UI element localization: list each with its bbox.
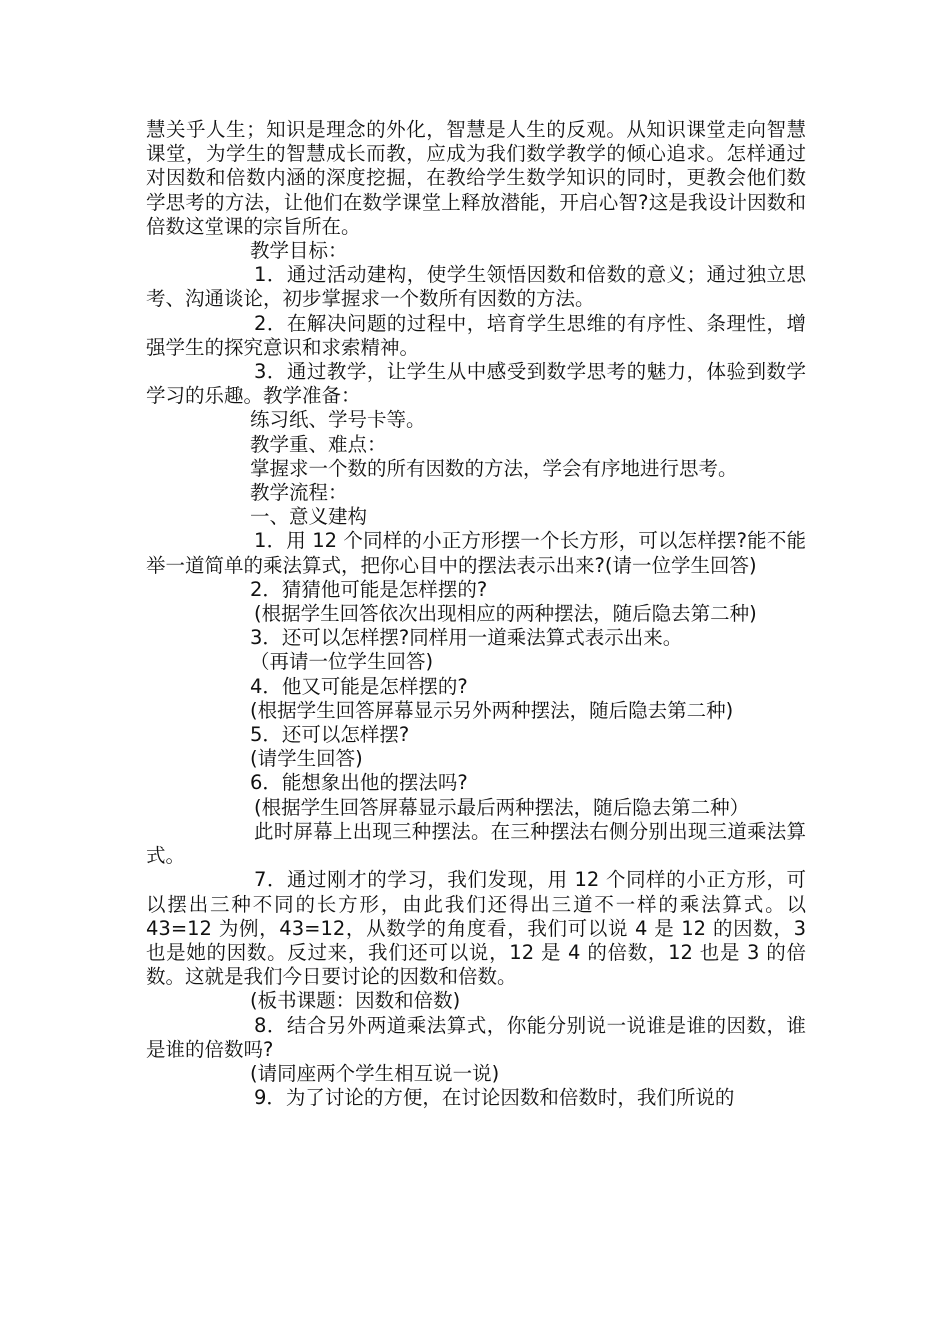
paragraph: 教学重、难点： xyxy=(250,432,387,456)
paragraph: (根据学生回答屏幕显示另外两种摆法，随后隐去第二种) xyxy=(250,698,734,722)
paragraph: (根据学生回答依次出现相应的两种摆法，随后隐去第二种) xyxy=(254,602,757,626)
paragraph: 5．还可以怎样摆? xyxy=(250,723,410,747)
paragraph: 练习纸、学号卡等。 xyxy=(250,408,426,432)
paragraph: 9．为了讨论的方便，在讨论因数和倍数时，我们所说的 xyxy=(254,1086,735,1110)
paragraph: 8．结合另外两道乘法算式，你能分别说一说谁是谁的因数，谁是谁的倍数吗? xyxy=(146,1013,806,1061)
paragraph: (请学生回答) xyxy=(250,747,363,771)
paragraph: 1．通过活动建构，使学生领悟因数和倍数的意义；通过独立思考、沟通谈论，初步掌握求一个数所有因数的方法。 xyxy=(146,263,806,311)
paragraph: 3．还可以怎样摆?同样用一道乘法算式表示出来。 xyxy=(250,626,683,650)
paragraph: (请同座两个学生相互说一说) xyxy=(250,1061,500,1085)
paragraph: (根据学生回答屏幕显示最后两种摆法，随后隐去第二种） xyxy=(254,795,750,819)
paragraph: 教学流程： xyxy=(250,481,348,505)
paragraph: 7．通过刚才的学习，我们发现，用 12 个同样的小正方形，可以摆出三种不同的长方形，由此我们还得出三道不一样的乘法算式。以 43=12 为例，43=12，从数学的角度看，我们可以说 4 是 12 的因数，3 也是她的因数。反过来，我们还可以说，12 是 4 的倍数，12 也是 3 的倍数。这就是我们今日要讨论的因数和倍数。 xyxy=(146,868,806,989)
paragraph: 慧关乎人生；知识是理念的外化，智慧是人生的反观。从知识课堂走向智慧课堂，为学生的智慧成长而教，应成为我们数学教学的倾心追求。怎样通过对因数和倍数内涵的深度挖掘，在教给学生数学知识的同时，更教会他们数学思考的方法，让他们在数学课堂上释放潜能，开启心智?这是我设计因数和倍数这堂课的宗旨所在。 xyxy=(146,118,806,238)
paragraph: 掌握求一个数的所有因数的方法，学会有序地进行思考。 xyxy=(250,456,738,480)
paragraph: 2．猜猜他可能是怎样摆的? xyxy=(250,577,488,601)
paragraph: 2．在解决问题的过程中，培育学生思维的有序性、条理性，增强学生的探究意识和求索精神。 xyxy=(146,311,806,359)
paragraph: 教学目标： xyxy=(250,239,348,263)
paragraph: 6．能想象出他的摆法吗? xyxy=(250,771,468,795)
paragraph: (板书课题：因数和倍数) xyxy=(250,989,461,1013)
paragraph: 3．通过教学，让学生从中感受到数学思考的魅力，体验到数学学习的乐趣。教学准备： xyxy=(146,360,806,408)
paragraph: 1．用 12 个同样的小正方形摆一个长方形，可以怎样摆?能不能举一道简单的乘法算式，把你心目中的摆法表示出来?(请一位学生回答) xyxy=(146,529,806,577)
paragraph: （再请一位学生回答) xyxy=(250,650,434,674)
paragraph: 此时屏幕上出现三种摆法。在三种摆法右侧分别出现三道乘法算式。 xyxy=(146,819,806,868)
paragraph: 一、意义建构 xyxy=(250,505,368,529)
document-page xyxy=(146,118,806,1110)
paragraph: 4．他又可能是怎样摆的? xyxy=(250,674,468,698)
